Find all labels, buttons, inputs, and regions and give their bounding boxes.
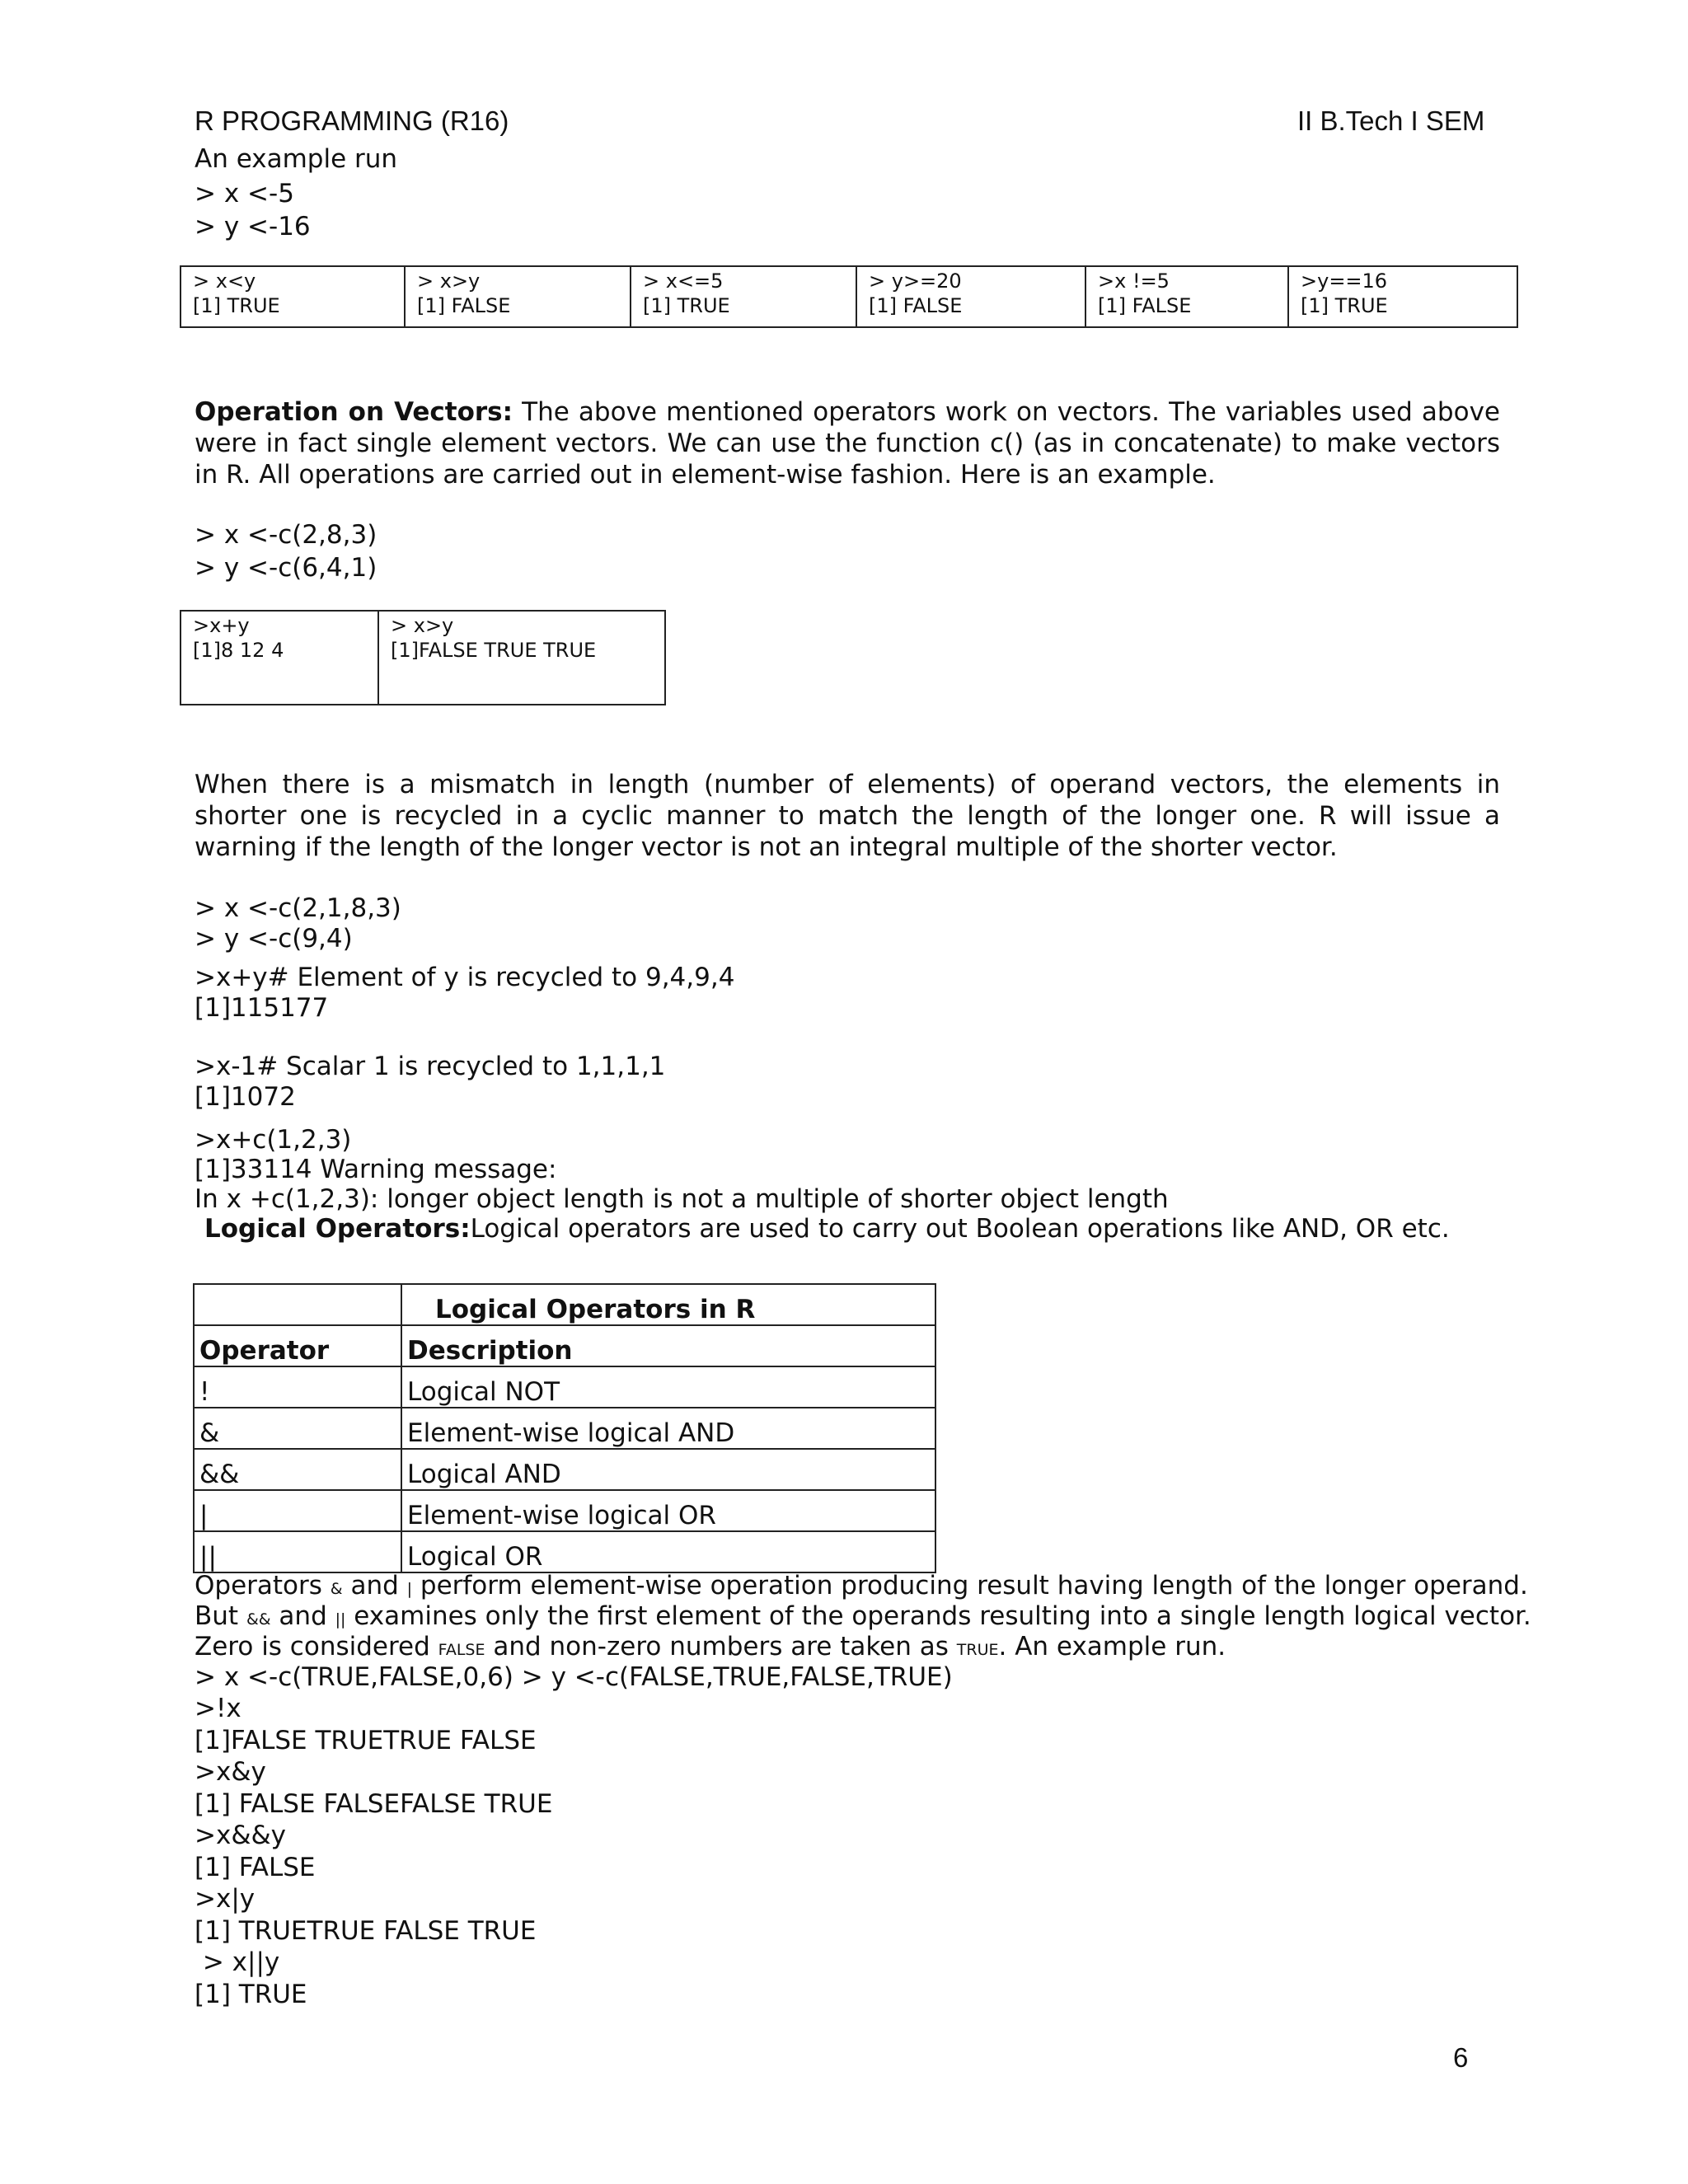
description-cell: Logical AND (401, 1449, 935, 1490)
page-number: 6 (1453, 2042, 1469, 2073)
column-header: Description (401, 1325, 935, 1366)
section-heading: Logical Operators: (204, 1214, 471, 1244)
table-cell (405, 266, 631, 327)
code-line: > x||y (195, 1947, 280, 1977)
cell-command: > x<y (193, 269, 256, 293)
comparison-table (180, 265, 1518, 328)
code-line: > y <-16 (195, 212, 311, 241)
description-cell: Logical NOT (401, 1366, 935, 1408)
cell-result: [1] FALSE (1098, 294, 1192, 317)
operator-cell: ! (194, 1366, 401, 1408)
operator-cell: & (194, 1408, 401, 1449)
code-line: > x <-c(2,8,3) (195, 520, 377, 550)
operator-cell: | (194, 1490, 401, 1531)
cell-result: [1] FALSE (417, 294, 511, 317)
explain-line: Operators & and | perform element-wise operation producing result having length of the longer operand. (195, 1571, 1528, 1601)
table-row (194, 1531, 935, 1572)
code-line: [1] FALSE FALSEFALSE TRUE (195, 1789, 553, 1819)
column-header: Operator (194, 1325, 401, 1366)
table-cell (181, 266, 405, 327)
cell-command: >x+y (193, 614, 250, 637)
cell-result: [1]FALSE TRUE TRUE (391, 639, 597, 662)
operator-cell: && (194, 1449, 401, 1490)
code-line: >x-1# Scalar 1 is recycled to 1,1,1,1 (195, 1052, 666, 1081)
paragraph-text: Logical operators are used to carry out Boolean operations like AND, OR etc. (470, 1214, 1450, 1244)
cell-command: > y>=20 (869, 269, 962, 293)
code-line: >!x (195, 1694, 241, 1723)
cell-result: [1] TRUE (1301, 294, 1388, 317)
vectors-paragraph (195, 396, 1500, 490)
description-cell: Element-wise logical OR (401, 1490, 935, 1531)
code-line: > y <-c(6,4,1) (195, 553, 377, 583)
table-cell (631, 266, 856, 327)
explain-line: Zero is considered FALSE and non-zero numbers are taken as TRUE. An example run. (195, 1632, 1226, 1661)
code-line: > y <-c(9,4) (195, 924, 353, 954)
cell-command: > x<=5 (643, 269, 724, 293)
intro-title: An example run (195, 144, 398, 174)
table-row (194, 1325, 935, 1366)
cell-command: >x !=5 (1098, 269, 1170, 293)
table-cell (1085, 266, 1288, 327)
code-line: [1] TRUE (195, 1980, 307, 2009)
code-line: [1] FALSE (195, 1853, 316, 1882)
code-line: In x +c(1,2,3): longer object length is not a multiple of shorter object length (195, 1184, 1169, 1214)
operator-cell: || (194, 1531, 401, 1572)
description-cell: Logical OR (401, 1531, 935, 1572)
table-row (194, 1490, 935, 1531)
code-line: >x+y# Element of y is recycled to 9,4,9,4 (195, 963, 735, 992)
table-row (181, 266, 1517, 327)
cell-command: >y==16 (1301, 269, 1388, 293)
code-line: > x <-c(2,1,8,3) (195, 893, 401, 923)
logical-operators-table (193, 1283, 936, 1573)
logical-intro (204, 1213, 1450, 1244)
table-row (181, 611, 665, 705)
code-line: >x&&y (195, 1821, 287, 1850)
code-line: > x <-5 (195, 179, 294, 209)
code-line: [1]115177 (195, 993, 329, 1023)
section-heading: Operation on Vectors: (195, 397, 513, 427)
paragraph-text: The above mentioned operators work on vectors. The variables used above were in fact single element vectors. We can use the function c() (as in concatenate) to make vectors in R. All operations are carried out in element-wise fashion. Here is an example. (195, 397, 1500, 490)
code-line: >x+c(1,2,3) (195, 1125, 352, 1155)
table-cell (194, 1284, 401, 1325)
cell-result: [1] TRUE (193, 294, 280, 317)
table-row (194, 1408, 935, 1449)
code-line: [1] TRUETRUE FALSE TRUE (195, 1916, 537, 1946)
cell-command: > x>y (391, 614, 454, 637)
explain-line: But && and || examines only the first element of the operands resulting into a single length logical vector. (195, 1601, 1531, 1631)
cell-result: [1]8 12 4 (193, 639, 284, 662)
header-left: R PROGRAMMING (R16) (195, 105, 509, 136)
cell-command: > x>y (417, 269, 481, 293)
code-line: >x&y (195, 1757, 266, 1787)
table-cell (181, 611, 378, 705)
table-row (194, 1284, 935, 1325)
vector-ops-table (180, 610, 666, 705)
table-row (194, 1366, 935, 1408)
code-line: [1]FALSE TRUETRUE FALSE (195, 1726, 537, 1755)
code-line: [1]33114 Warning message: (195, 1155, 557, 1184)
table-cell (378, 611, 665, 705)
code-line: >x|y (195, 1884, 256, 1914)
code-line: [1]1072 (195, 1082, 296, 1112)
header-right: II B.Tech I SEM (1297, 105, 1485, 136)
table-row (194, 1449, 935, 1490)
table-cell (1288, 266, 1517, 327)
recycling-paragraph: When there is a mismatch in length (number of elements) of operand vectors, the elements in shorter one is recycled in a cyclic manner to match the length of the longer one. R will issue a warning if the length of the longer vector is not an integral multiple of the shorter vector. (195, 770, 1500, 862)
description-cell: Element-wise logical AND (401, 1408, 935, 1449)
table-title: Logical Operators in R (401, 1284, 935, 1325)
cell-result: [1] TRUE (643, 294, 730, 317)
cell-result: [1] FALSE (869, 294, 963, 317)
table-cell (856, 266, 1085, 327)
code-line: > x <-c(TRUE,FALSE,0,6) > y <-c(FALSE,TRUE,FALSE,TRUE) (195, 1662, 953, 1692)
